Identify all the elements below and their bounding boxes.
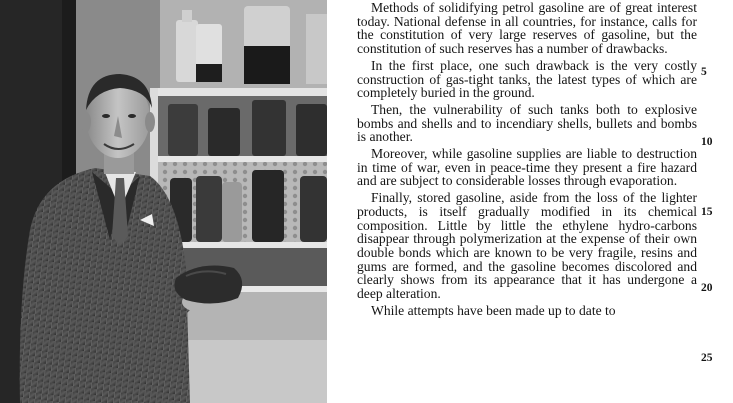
- paragraph-4: Moreover, while gasoline supplies are liable to destruction in time of war, even in peace-time they present a fire hazard and are subject to considerable losses through evaporation.: [357, 146, 697, 189]
- paragraph-1: Methods of solidifying petrol gasoline are of great interest today. National defense in all countries, for instance, calls for the constitution of very large reserves of gasoline, but the constitution of such reserves has a number of drawbacks.: [357, 0, 697, 57]
- paragraph-3: Then, the vulnerability of such tanks both to explosive bombs and shells and to incendiary shells, bullets and bombs is another.: [357, 101, 697, 145]
- article-text: [357, 0, 697, 403]
- line-number-15: 15: [701, 206, 713, 218]
- paragraph-5: Finally, stored gasoline, aside from the loss of the lighter products, is itself gradually modified in its chemical composition. Little by little the ethylene hydro-carbons disappear through polymerization at the expense of their own double bonds which are known to be very fragile, resins and gums are formed, and the gasoline becomes discolored and clearly shows from its appearance that it has undergone a deep alteration.: [357, 190, 697, 302]
- line-number-5: 5: [701, 66, 707, 78]
- photograph: [0, 0, 327, 403]
- line-number-25: 25: [701, 352, 713, 364]
- paragraph-2: In the first place, one such drawback is the very costly construction of gas-tight tanks, the latest types of which are completely buried in the ground.: [357, 57, 697, 101]
- line-number-10: 10: [701, 136, 713, 148]
- paragraph-6-cut: While attempts have been made up to date to: [371, 302, 616, 318]
- photo-man-with-solidified-gasoline: [0, 0, 327, 403]
- line-number-20: 20: [701, 282, 713, 294]
